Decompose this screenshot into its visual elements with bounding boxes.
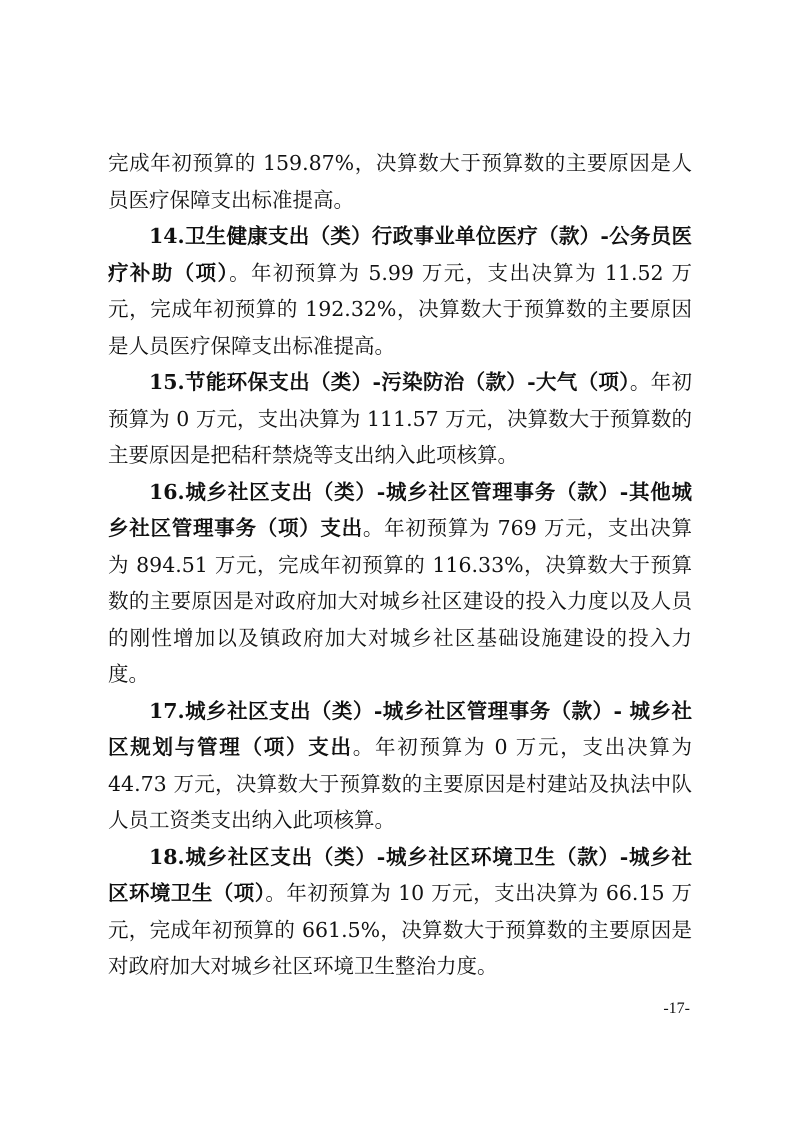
paragraph-16	[108, 474, 692, 693]
paragraph-heading: 16.城乡社区支出（类）-城乡社区管理事务（款）-其他城乡社区管理事务（项）支出	[108, 479, 692, 540]
paragraph-heading: 17.城乡社区支出（类）-城乡社区管理事务（款）- 城乡社区规划与管理（项）支出	[108, 698, 692, 759]
paragraph-heading: 14.卫生健康支出（类）行政事业单位医疗（款）-公务员医疗补助（项）	[108, 224, 692, 285]
paragraph-text: 。年初预算为 10 万元，支出决算为 66.15 万元，完成年初预算的 661.5%，决算数大于预算数的主要原因是对政府加大对城乡社区环境卫生整治力度。	[108, 881, 693, 978]
paragraph-text: 。年初预算为 5.99 万元，支出决算为 11.52 万元，完成年初预算的 192.32%，决算数大于预算数的主要原因是人员医疗保障支出标准提高。	[108, 260, 692, 358]
paragraph-heading: 15.节能环保支出（类）-污染防治（款）-大气（项）	[149, 370, 630, 394]
paragraph-text: 。年初预算为 769 万元，支出决算为 894.51 万元，完成年初预算的 116.33%，决算数大于预算数的主要原因是对政府加大对城乡社区建设的投入力度以及人员的刚性增加以及镇政府加大对城乡社区基础设施建设的投入力度。	[108, 516, 692, 686]
paragraph-14	[108, 218, 692, 364]
paragraph-17	[108, 693, 692, 839]
paragraph-13-continued	[108, 145, 692, 218]
paragraph-heading: 18.城乡社区支出（类）-城乡社区环境卫生（款）-城乡社区环境卫生（项）	[108, 844, 692, 905]
paragraph-text: 。年初预算为 0 万元，支出决算为 44.73 万元，决算数大于预算数的主要原因是村建站及执法中队人员工资类支出纳入此项核算。	[108, 735, 692, 832]
paragraph-text: 。年初预算为 0 万元，支出决算为 111.57 万元，决算数大于预算数的主要原因是把秸秆禁烧等支出纳入此项核算。	[108, 370, 693, 467]
document-body	[108, 145, 692, 985]
paragraph-text: 完成年初预算的 159.87%，决算数大于预算数的主要原因是人员医疗保障支出标准提高。	[108, 151, 692, 212]
page-number: -17-	[663, 1000, 690, 1017]
paragraph-15	[108, 364, 692, 474]
paragraph-18	[108, 839, 692, 985]
